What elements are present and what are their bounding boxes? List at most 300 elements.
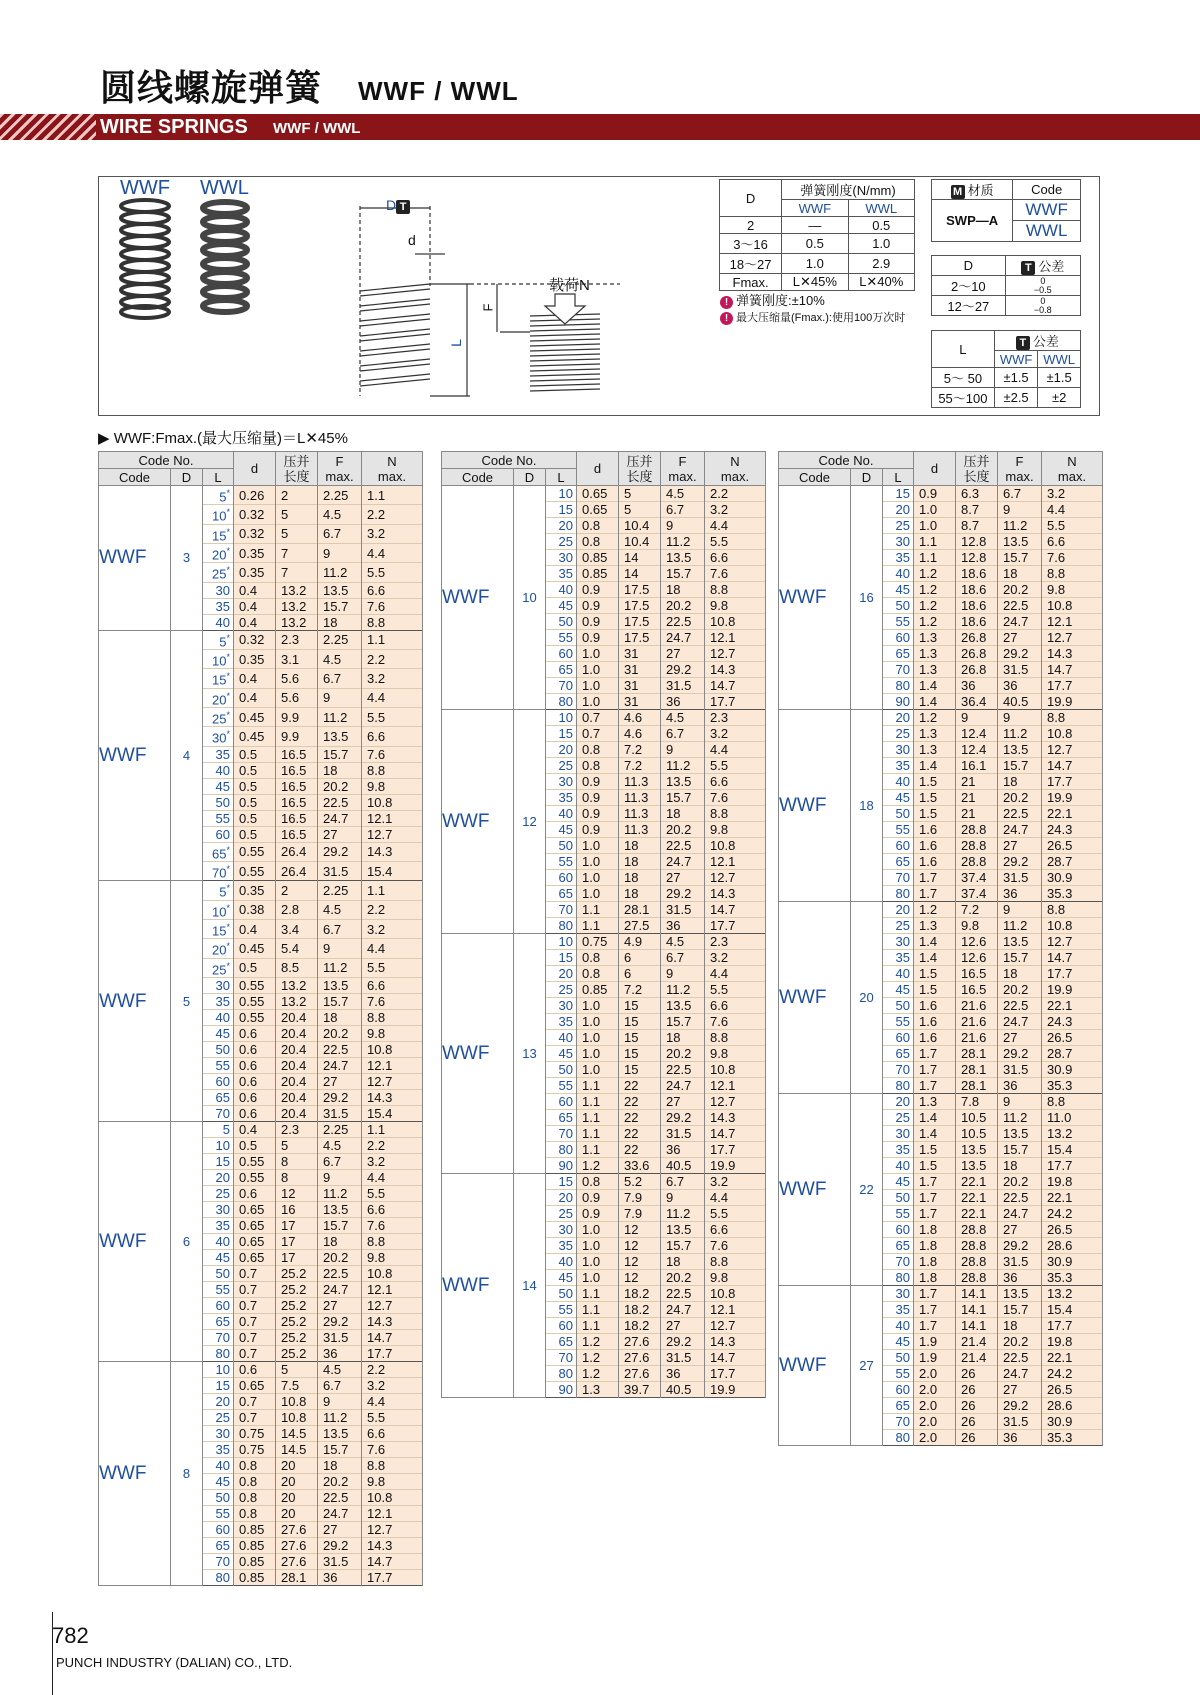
f-max-cell: 31.5 bbox=[661, 902, 705, 918]
solid-length-cell: 20.4 bbox=[276, 1089, 318, 1105]
length-cell: 35 bbox=[203, 1217, 234, 1233]
n-max-cell: 10.8 bbox=[705, 1286, 766, 1302]
wire-d-cell: 1.1 bbox=[914, 534, 956, 550]
solid-length-cell: 8.7 bbox=[956, 502, 998, 518]
length-cell: 80 bbox=[883, 886, 914, 902]
length-cell: 30 bbox=[883, 1126, 914, 1142]
wire-d-cell: 0.5 bbox=[234, 794, 276, 810]
length-cell: 50 bbox=[546, 614, 577, 630]
header-code-no: Code No. bbox=[442, 452, 577, 469]
wire-d-cell: 1.3 bbox=[914, 1094, 956, 1110]
length-cell: 65 bbox=[883, 1046, 914, 1062]
solid-length-cell: 31 bbox=[619, 694, 661, 710]
length-cell: 20 bbox=[546, 966, 577, 982]
n-max-cell: 7.6 bbox=[1042, 550, 1103, 566]
length-cell: 50 bbox=[883, 1350, 914, 1366]
solid-length-cell: 12 bbox=[276, 1185, 318, 1201]
wire-d-cell: 0.8 bbox=[577, 758, 619, 774]
wire-d-cell: 0.5 bbox=[234, 762, 276, 778]
solid-length-cell: 12.6 bbox=[956, 934, 998, 950]
f-max-cell: 2.25 bbox=[318, 1121, 362, 1137]
solid-length-cell: 7.2 bbox=[956, 902, 998, 918]
n-max-cell: 12.7 bbox=[362, 1073, 423, 1089]
f-max-cell: 29.2 bbox=[661, 1334, 705, 1350]
n-max-cell: 26.5 bbox=[1042, 838, 1103, 854]
wire-d-cell: 1.6 bbox=[914, 854, 956, 870]
n-max-cell: 17.7 bbox=[705, 1142, 766, 1158]
n-max-cell: 14.7 bbox=[1042, 758, 1103, 774]
f-max-cell: 22.5 bbox=[998, 1190, 1042, 1206]
n-max-cell: 35.3 bbox=[1042, 886, 1103, 902]
header-length: L bbox=[883, 469, 914, 486]
f-max-cell: 31.5 bbox=[661, 1126, 705, 1142]
solid-length-cell: 18.6 bbox=[956, 582, 998, 598]
wire-d-cell: 0.8 bbox=[234, 1473, 276, 1489]
n-max-cell: 26.5 bbox=[1042, 1382, 1103, 1398]
wire-d-cell: 2.0 bbox=[914, 1382, 956, 1398]
code-cell: WWF bbox=[779, 1286, 851, 1446]
solid-length-cell: 22 bbox=[619, 1142, 661, 1158]
wire-d-cell: 0.35 bbox=[234, 881, 276, 900]
length-cell: 90 bbox=[546, 1158, 577, 1174]
wire-d-cell: 1.8 bbox=[914, 1270, 956, 1286]
f-max-cell: 27 bbox=[661, 1318, 705, 1334]
length-cell: 10 bbox=[546, 710, 577, 726]
n-max-cell: 8.8 bbox=[362, 1009, 423, 1025]
length-cell: 30 bbox=[203, 1201, 234, 1217]
n-max-cell: 10.8 bbox=[1042, 918, 1103, 934]
f-max-cell: 36 bbox=[661, 694, 705, 710]
wire-d-cell: 0.45 bbox=[234, 939, 276, 958]
n-max-cell: 4.4 bbox=[362, 1169, 423, 1185]
length-cell: 15 bbox=[883, 486, 914, 502]
length-cell: 45 bbox=[546, 1270, 577, 1286]
length-cell: 50 bbox=[546, 1062, 577, 1078]
wire-d-cell: 0.7 bbox=[234, 1393, 276, 1409]
n-max-cell: 14.7 bbox=[1042, 950, 1103, 966]
f-max-cell: 9 bbox=[998, 502, 1042, 518]
f-max-cell: 31.5 bbox=[998, 662, 1042, 678]
f-max-cell: 36 bbox=[998, 1270, 1042, 1286]
n-max-cell: 8.8 bbox=[1042, 1094, 1103, 1110]
solid-length-cell: 16 bbox=[276, 1201, 318, 1217]
f-max-cell: 31.5 bbox=[661, 1350, 705, 1366]
f-max-cell: 31.5 bbox=[998, 1062, 1042, 1078]
n-max-cell: 35.3 bbox=[1042, 1270, 1103, 1286]
length-cell: 25 bbox=[883, 1110, 914, 1126]
f-max-cell: 31.5 bbox=[318, 861, 362, 880]
length-cell: 65 bbox=[546, 1110, 577, 1126]
solid-length-cell: 27.6 bbox=[619, 1350, 661, 1366]
n-max-cell: 8.8 bbox=[705, 806, 766, 822]
f-max-cell: 15.7 bbox=[661, 566, 705, 582]
f-max-cell: 6.7 bbox=[318, 524, 362, 543]
length-cell: 65 bbox=[546, 886, 577, 902]
f-max-cell: 11.2 bbox=[998, 518, 1042, 534]
wire-d-cell: 0.4 bbox=[234, 598, 276, 614]
length-cell: 50 bbox=[883, 806, 914, 822]
n-max-cell: 15.4 bbox=[362, 1105, 423, 1121]
f-max-cell: 15.7 bbox=[998, 758, 1042, 774]
solid-length-cell: 20.4 bbox=[276, 1105, 318, 1121]
solid-length-cell: 17 bbox=[276, 1217, 318, 1233]
solid-length-cell: 5 bbox=[276, 524, 318, 543]
wire-d-cell: 1.7 bbox=[914, 1174, 956, 1190]
solid-length-cell: 27.6 bbox=[619, 1334, 661, 1350]
solid-length-cell: 22 bbox=[619, 1126, 661, 1142]
solid-length-cell: 26.8 bbox=[956, 630, 998, 646]
f-max-cell: 13.5 bbox=[998, 1286, 1042, 1302]
n-max-cell: 4.4 bbox=[705, 742, 766, 758]
spec-table-3 bbox=[778, 451, 1103, 1446]
wire-d-cell: 1.0 bbox=[577, 870, 619, 886]
rate-col-d: D bbox=[720, 180, 782, 217]
length-cell: 30 bbox=[546, 774, 577, 790]
f-max-cell: 29.2 bbox=[998, 1238, 1042, 1254]
n-max-cell: 17.7 bbox=[705, 1366, 766, 1382]
n-max-cell: 2.2 bbox=[362, 1361, 423, 1377]
solid-length-cell: 28.1 bbox=[276, 1569, 318, 1585]
rate-table: D 弹簧刚度(N/mm) WWF WWL 2 — 0.5 3～16 0.5 1.0 18～27 1.0 2.9 Fmax. L✕45% L✕40% bbox=[719, 179, 915, 291]
wire-d-cell: 0.5 bbox=[234, 826, 276, 842]
length-cell: 40 bbox=[546, 582, 577, 598]
length-cell: 15 bbox=[203, 1377, 234, 1393]
wire-d-cell: 0.38 bbox=[234, 900, 276, 919]
f-max-cell: 27 bbox=[318, 1073, 362, 1089]
wire-d-cell: 1.3 bbox=[914, 742, 956, 758]
length-cell: 25 bbox=[546, 534, 577, 550]
code-cell: WWF bbox=[99, 486, 171, 631]
solid-length-cell: 26 bbox=[956, 1382, 998, 1398]
f-max-cell: 31.5 bbox=[998, 870, 1042, 886]
solid-length-cell: 3.4 bbox=[276, 919, 318, 938]
wire-diameter-label: d bbox=[408, 232, 416, 248]
n-max-cell: 12.1 bbox=[362, 1057, 423, 1073]
wire-d-cell: 0.9 bbox=[577, 630, 619, 646]
length-cell: 50 bbox=[883, 1190, 914, 1206]
length-cell: 25* bbox=[203, 958, 234, 977]
wire-d-cell: 0.35 bbox=[234, 543, 276, 562]
n-max-cell: 12.7 bbox=[705, 646, 766, 662]
solid-length-cell: 28.8 bbox=[956, 838, 998, 854]
wire-d-cell: 0.7 bbox=[234, 1345, 276, 1361]
f-max-cell: 31.5 bbox=[998, 1254, 1042, 1270]
f-max-cell: 27 bbox=[661, 870, 705, 886]
length-cell: 5* bbox=[203, 630, 234, 649]
wire-d-cell: 0.65 bbox=[234, 1377, 276, 1393]
wire-d-cell: 0.5 bbox=[234, 958, 276, 977]
n-max-cell: 5.5 bbox=[705, 534, 766, 550]
length-cell: 20 bbox=[203, 1393, 234, 1409]
wire-d-cell: 1.0 bbox=[577, 1062, 619, 1078]
f-max-cell: 27 bbox=[998, 1222, 1042, 1238]
n-max-cell: 30.9 bbox=[1042, 1254, 1103, 1270]
length-cell: 20* bbox=[203, 939, 234, 958]
n-max-cell: 3.2 bbox=[362, 524, 423, 543]
f-max-cell: 15.7 bbox=[661, 790, 705, 806]
length-cell: 55 bbox=[883, 614, 914, 630]
length-cell: 80 bbox=[203, 1569, 234, 1585]
length-cell: 25 bbox=[546, 1206, 577, 1222]
length-cell: 65 bbox=[546, 1334, 577, 1350]
length-cell: 20 bbox=[546, 518, 577, 534]
wire-d-cell: 0.32 bbox=[234, 630, 276, 649]
wire-d-cell: 1.0 bbox=[577, 1030, 619, 1046]
n-max-cell: 19.9 bbox=[1042, 694, 1103, 710]
f-max-cell: 13.5 bbox=[661, 998, 705, 1014]
rate-col-rate: 弹簧刚度(N/mm) bbox=[782, 180, 915, 200]
f-max-cell: 36 bbox=[998, 1430, 1042, 1446]
wire-d-cell: 0.5 bbox=[234, 1137, 276, 1153]
wwf-label: WWF bbox=[120, 177, 170, 199]
solid-length-cell: 10.8 bbox=[276, 1393, 318, 1409]
n-max-cell: 17.7 bbox=[1042, 1318, 1103, 1334]
length-cell: 60 bbox=[883, 838, 914, 854]
n-max-cell: 8.8 bbox=[705, 1030, 766, 1046]
length-cell: 50 bbox=[546, 838, 577, 854]
f-max-cell: 31.5 bbox=[998, 1414, 1042, 1430]
wire-d-cell: 0.8 bbox=[234, 1457, 276, 1473]
wire-d-cell: 0.85 bbox=[234, 1537, 276, 1553]
solid-length-cell: 21.6 bbox=[956, 1014, 998, 1030]
d-tolerance-table: D T 公差 2～10 0 −0.5 12～27 0 −0.8 bbox=[931, 255, 1081, 316]
wire-d-cell: 0.9 bbox=[577, 582, 619, 598]
length-cell: 40 bbox=[883, 966, 914, 982]
length-cell: 60 bbox=[203, 826, 234, 842]
n-max-cell: 1.1 bbox=[362, 1121, 423, 1137]
f-max-cell: 20.2 bbox=[661, 598, 705, 614]
n-max-cell: 17.7 bbox=[1042, 966, 1103, 982]
wire-d-cell: 0.8 bbox=[234, 1489, 276, 1505]
length-cell: 10* bbox=[203, 505, 234, 524]
n-max-cell: 9.8 bbox=[1042, 582, 1103, 598]
length-cell: 65 bbox=[883, 646, 914, 662]
length-cell: 20 bbox=[883, 1094, 914, 1110]
wire-d-cell: 1.9 bbox=[914, 1334, 956, 1350]
length-cell: 80 bbox=[546, 918, 577, 934]
wire-d-cell: 0.45 bbox=[234, 727, 276, 746]
solid-length-cell: 13.2 bbox=[276, 977, 318, 993]
solid-length-cell: 18 bbox=[619, 886, 661, 902]
wire-d-cell: 1.1 bbox=[577, 1126, 619, 1142]
n-max-cell: 6.6 bbox=[705, 1222, 766, 1238]
f-max-cell: 13.5 bbox=[661, 774, 705, 790]
solid-length-cell: 16.5 bbox=[956, 966, 998, 982]
wire-d-cell: 1.1 bbox=[577, 918, 619, 934]
wire-d-cell: 1.0 bbox=[914, 518, 956, 534]
length-cell: 70* bbox=[203, 861, 234, 880]
length-cell: 35 bbox=[883, 1142, 914, 1158]
solid-length-cell: 5 bbox=[276, 1361, 318, 1377]
outer-diameter-cell: 22 bbox=[851, 1094, 883, 1286]
solid-length-cell: 7 bbox=[276, 563, 318, 582]
wire-d-cell: 0.55 bbox=[234, 1009, 276, 1025]
outer-diameter-cell: 10 bbox=[514, 486, 546, 710]
wire-d-cell: 0.65 bbox=[234, 1249, 276, 1265]
f-max-cell: 20.2 bbox=[998, 582, 1042, 598]
wire-d-cell: 0.32 bbox=[234, 524, 276, 543]
solid-length-cell: 22.1 bbox=[956, 1190, 998, 1206]
wire-d-cell: 1.2 bbox=[577, 1334, 619, 1350]
spring-figure bbox=[100, 196, 760, 416]
n-max-cell: 12.7 bbox=[1042, 630, 1103, 646]
n-max-cell: 5.5 bbox=[362, 958, 423, 977]
f-max-cell: 11.2 bbox=[998, 726, 1042, 742]
solid-length-cell: 6 bbox=[619, 950, 661, 966]
f-max-cell: 27 bbox=[318, 826, 362, 842]
length-cell: 10 bbox=[546, 934, 577, 950]
n-max-cell: 2.2 bbox=[362, 900, 423, 919]
f-max-cell: 20.2 bbox=[661, 1270, 705, 1286]
header-n-max: N max. bbox=[1042, 452, 1103, 486]
solid-length-cell: 17.5 bbox=[619, 598, 661, 614]
n-max-cell: 10.8 bbox=[705, 614, 766, 630]
header-code: Code bbox=[99, 469, 171, 486]
solid-length-cell: 26 bbox=[956, 1366, 998, 1382]
length-cell: 45 bbox=[883, 982, 914, 998]
n-max-cell: 24.3 bbox=[1042, 822, 1103, 838]
length-cell: 65 bbox=[203, 1537, 234, 1553]
length-cell: 15 bbox=[546, 726, 577, 742]
solid-length-cell: 2.8 bbox=[276, 900, 318, 919]
n-max-cell: 12.7 bbox=[362, 1521, 423, 1537]
n-max-cell: 8.8 bbox=[705, 582, 766, 598]
wire-d-cell: 1.0 bbox=[577, 1222, 619, 1238]
length-cell: 20* bbox=[203, 543, 234, 562]
outer-diameter-cell: 8 bbox=[171, 1361, 203, 1585]
n-max-cell: 24.3 bbox=[1042, 1014, 1103, 1030]
n-max-cell: 1.1 bbox=[362, 630, 423, 649]
solid-length-cell: 13.2 bbox=[276, 993, 318, 1009]
n-max-cell: 9.8 bbox=[705, 1046, 766, 1062]
solid-length-cell: 10.5 bbox=[956, 1126, 998, 1142]
n-max-cell: 14.3 bbox=[362, 1537, 423, 1553]
header-wire-d: d bbox=[234, 452, 276, 486]
f-max-cell: 24.7 bbox=[318, 1057, 362, 1073]
length-cell: 30 bbox=[546, 998, 577, 1014]
length-cell: 60 bbox=[883, 1222, 914, 1238]
wire-d-cell: 1.5 bbox=[914, 806, 956, 822]
length-cell: 70 bbox=[203, 1105, 234, 1121]
wwl-spring-image bbox=[203, 202, 247, 312]
f-max-cell: 6.7 bbox=[318, 919, 362, 938]
n-max-cell: 28.7 bbox=[1042, 1046, 1103, 1062]
length-cell: 65 bbox=[203, 1089, 234, 1105]
n-max-cell: 5.5 bbox=[705, 758, 766, 774]
f-max-cell: 6.7 bbox=[661, 726, 705, 742]
length-cell: 20 bbox=[546, 742, 577, 758]
table-row bbox=[442, 486, 766, 502]
n-max-cell: 2.2 bbox=[362, 505, 423, 524]
n-max-cell: 22.1 bbox=[1042, 806, 1103, 822]
solid-length-cell: 14.5 bbox=[276, 1441, 318, 1457]
solid-length-cell: 16.5 bbox=[276, 762, 318, 778]
length-cell: 90 bbox=[546, 1382, 577, 1398]
wire-d-cell: 0.65 bbox=[234, 1201, 276, 1217]
solid-length-cell: 12.4 bbox=[956, 742, 998, 758]
f-max-cell: 22.5 bbox=[661, 614, 705, 630]
wire-d-cell: 0.55 bbox=[234, 861, 276, 880]
length-cell: 70 bbox=[883, 1254, 914, 1270]
length-cell: 15 bbox=[546, 1174, 577, 1190]
header-code-no: Code No. bbox=[99, 452, 234, 469]
length-cell: 10 bbox=[203, 1137, 234, 1153]
n-max-cell: 12.7 bbox=[705, 1094, 766, 1110]
f-max-cell: 13.5 bbox=[998, 934, 1042, 950]
n-max-cell: 24.2 bbox=[1042, 1206, 1103, 1222]
length-cell: 35 bbox=[203, 746, 234, 762]
length-cell: 30 bbox=[883, 534, 914, 550]
n-max-cell: 15.4 bbox=[362, 861, 423, 880]
code-cell: WWF bbox=[442, 934, 514, 1174]
wire-d-cell: 0.9 bbox=[577, 806, 619, 822]
wire-d-cell: 0.7 bbox=[234, 1409, 276, 1425]
f-max-cell: 27 bbox=[661, 646, 705, 662]
f-max-cell: 18 bbox=[661, 1030, 705, 1046]
wire-d-cell: 1.0 bbox=[577, 1046, 619, 1062]
n-max-cell: 24.2 bbox=[1042, 1366, 1103, 1382]
header-code: Code bbox=[442, 469, 514, 486]
f-max-cell: 6.7 bbox=[661, 502, 705, 518]
length-cell: 60 bbox=[883, 630, 914, 646]
wire-d-cell: 1.9 bbox=[914, 1350, 956, 1366]
length-cell: 20 bbox=[203, 1169, 234, 1185]
length-cell: 80 bbox=[546, 1366, 577, 1382]
f-max-cell: 18 bbox=[318, 614, 362, 630]
length-cell: 45 bbox=[883, 582, 914, 598]
solid-length-cell: 4.6 bbox=[619, 710, 661, 726]
length-cell: 35 bbox=[203, 598, 234, 614]
solid-length-cell: 13.2 bbox=[276, 614, 318, 630]
n-max-cell: 7.6 bbox=[362, 1441, 423, 1457]
n-max-cell: 9.8 bbox=[705, 598, 766, 614]
f-max-cell: 24.7 bbox=[661, 854, 705, 870]
n-max-cell: 17.7 bbox=[1042, 678, 1103, 694]
n-max-cell: 4.4 bbox=[362, 939, 423, 958]
n-max-cell: 17.7 bbox=[705, 694, 766, 710]
f-max-cell: 11.2 bbox=[661, 1206, 705, 1222]
f-max-cell: 29.2 bbox=[998, 854, 1042, 870]
wire-d-cell: 0.8 bbox=[577, 742, 619, 758]
f-max-cell: 18 bbox=[661, 582, 705, 598]
wire-d-cell: 0.7 bbox=[234, 1329, 276, 1345]
header-solid-length: 压并 长度 bbox=[619, 452, 661, 486]
f-max-cell: 15.7 bbox=[318, 598, 362, 614]
n-max-cell: 10.8 bbox=[362, 1041, 423, 1057]
solid-length-cell: 18 bbox=[619, 870, 661, 886]
n-max-cell: 10.8 bbox=[362, 1265, 423, 1281]
n-max-cell: 3.2 bbox=[705, 502, 766, 518]
wire-d-cell: 1.7 bbox=[914, 1190, 956, 1206]
n-max-cell: 14.3 bbox=[705, 886, 766, 902]
n-max-cell: 10.8 bbox=[362, 794, 423, 810]
solid-length-cell: 12.6 bbox=[956, 950, 998, 966]
n-max-cell: 17.7 bbox=[1042, 1158, 1103, 1174]
wire-d-cell: 0.8 bbox=[577, 534, 619, 550]
wire-d-cell: 0.9 bbox=[577, 822, 619, 838]
solid-length-cell: 2 bbox=[276, 881, 318, 900]
length-cell: 65 bbox=[546, 662, 577, 678]
code-cell: WWF bbox=[779, 710, 851, 902]
solid-length-cell: 31 bbox=[619, 678, 661, 694]
f-max-cell: 22.5 bbox=[661, 838, 705, 854]
f-max-cell: 9 bbox=[318, 939, 362, 958]
wire-d-cell: 1.4 bbox=[914, 1126, 956, 1142]
note-fmax: ! 最大压缩量(Fmax.):使用100万次时 bbox=[720, 309, 905, 325]
table-row bbox=[442, 1174, 766, 1190]
length-cell: 30 bbox=[203, 977, 234, 993]
solid-length-cell: 26.4 bbox=[276, 861, 318, 880]
